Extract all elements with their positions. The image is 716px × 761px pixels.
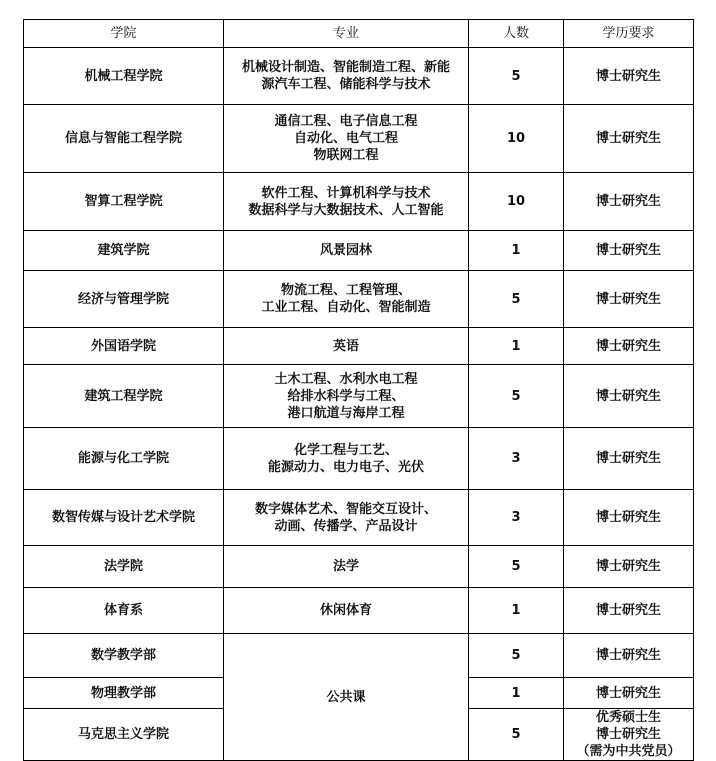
major-cell-line: 英语 bbox=[332, 338, 359, 354]
major-cell-line: 法学 bbox=[332, 559, 359, 574]
major-cell-line: 风景园林 bbox=[319, 243, 372, 258]
count-cell: 3 bbox=[469, 490, 564, 546]
major-cell-line: 物联网工程 bbox=[313, 148, 379, 163]
college-cell: 智算工程学院 bbox=[24, 173, 224, 231]
count-cell: 5 bbox=[469, 634, 564, 678]
degree-cell-line: 博士研究生 bbox=[595, 685, 661, 701]
degree-cell-line: 博士研究生 bbox=[595, 559, 661, 574]
major-cell-line: 给排水科学与工程、 bbox=[287, 388, 405, 404]
count-cell: 10 bbox=[469, 105, 564, 173]
shared-major-cell: 公共课 bbox=[224, 634, 469, 761]
degree-cell-line: 博士研究生 bbox=[595, 388, 661, 404]
major-cell-line: 机械设计制造、智能制造工程、新能 bbox=[241, 60, 450, 75]
degree-cell bbox=[564, 105, 694, 173]
count-cell: 5 bbox=[469, 48, 564, 105]
count-cell: 1 bbox=[469, 231, 564, 271]
major-cell-line: 能源动力、电力电子、光伏 bbox=[267, 459, 424, 475]
count-cell: 1 bbox=[469, 588, 564, 634]
college-cell: 信息与智能工程学院 bbox=[24, 105, 224, 173]
table-row bbox=[24, 328, 694, 365]
degree-cell-line: 博士研究生 bbox=[595, 194, 661, 209]
major-cell bbox=[224, 105, 469, 173]
college-cell: 经济与管理学院 bbox=[24, 271, 224, 328]
college-cell: 马克思主义学院 bbox=[24, 709, 224, 761]
major-cell-line: 休闲体育 bbox=[319, 603, 372, 618]
degree-cell bbox=[564, 634, 694, 678]
degree-cell bbox=[564, 231, 694, 271]
major-cell-line: 通信工程、电子信息工程 bbox=[274, 114, 418, 129]
table-row bbox=[24, 428, 694, 490]
table-row bbox=[24, 490, 694, 546]
degree-cell bbox=[564, 365, 694, 428]
degree-cell-line: 博士研究生 bbox=[595, 338, 661, 354]
college-cell: 建筑工程学院 bbox=[24, 365, 224, 428]
degree-cell-line: 博士研究生 bbox=[595, 727, 661, 742]
major-cell bbox=[224, 231, 469, 271]
degree-cell bbox=[564, 173, 694, 231]
table-row bbox=[24, 271, 694, 328]
major-cell-line: 自动化、电气工程 bbox=[293, 131, 398, 146]
major-cell bbox=[224, 328, 469, 365]
major-cell-line: 物流工程、工程管理、 bbox=[280, 283, 411, 298]
degree-cell bbox=[564, 428, 694, 490]
major-cell-line: 工业工程、自动化、智能制造 bbox=[261, 300, 431, 315]
count-cell: 1 bbox=[469, 328, 564, 365]
table-row bbox=[24, 588, 694, 634]
table-row bbox=[24, 365, 694, 428]
major-cell bbox=[224, 490, 469, 546]
table-row bbox=[24, 48, 694, 105]
count-cell: 5 bbox=[469, 271, 564, 328]
college-cell: 机械工程学院 bbox=[24, 48, 224, 105]
degree-cell-line: 博士研究生 bbox=[595, 243, 661, 258]
degree-cell bbox=[564, 709, 694, 761]
college-cell: 数智传媒与设计艺术学院 bbox=[24, 490, 224, 546]
degree-cell-line: 博士研究生 bbox=[595, 510, 661, 525]
degree-cell-line: 博士研究生 bbox=[595, 603, 661, 618]
degree-cell-line: 博士研究生 bbox=[595, 68, 661, 84]
degree-cell bbox=[564, 271, 694, 328]
major-cell bbox=[224, 48, 469, 105]
degree-cell-line: 博士研究生 bbox=[595, 291, 661, 307]
header-college: 学院 bbox=[24, 20, 224, 48]
count-cell: 1 bbox=[469, 678, 564, 709]
college-cell: 能源与化工学院 bbox=[24, 428, 224, 490]
degree-cell bbox=[564, 490, 694, 546]
table-header-row bbox=[24, 20, 694, 48]
degree-cell-line: 博士研究生 bbox=[595, 451, 661, 466]
major-cell-line: 化学工程与工艺、 bbox=[293, 442, 398, 458]
college-cell: 法学院 bbox=[24, 546, 224, 588]
header-major: 专业 bbox=[224, 20, 469, 48]
degree-cell bbox=[564, 546, 694, 588]
major-cell bbox=[224, 588, 469, 634]
major-cell bbox=[224, 365, 469, 428]
count-cell: 5 bbox=[469, 546, 564, 588]
major-cell-line: 动画、传播学、产品设计 bbox=[274, 518, 418, 534]
major-cell-line: 港口航道与海岸工程 bbox=[287, 405, 405, 421]
college-cell: 物理教学部 bbox=[24, 678, 224, 709]
major-cell-line: 软件工程、计算机科学与技术 bbox=[261, 185, 431, 201]
table-row bbox=[24, 105, 694, 173]
header-degree: 学历要求 bbox=[564, 20, 694, 48]
degree-cell-line: （需为中共党员） bbox=[576, 744, 681, 759]
college-cell: 外国语学院 bbox=[24, 328, 224, 365]
college-cell: 体育系 bbox=[24, 588, 224, 634]
recruitment-table bbox=[23, 19, 694, 761]
college-cell: 建筑学院 bbox=[24, 231, 224, 271]
major-cell-line: 数字媒体艺术、智能交互设计、 bbox=[254, 501, 437, 517]
header-count: 人数 bbox=[469, 20, 564, 48]
table-row bbox=[24, 546, 694, 588]
major-cell-line: 数据科学与大数据技术、人工智能 bbox=[248, 202, 444, 218]
table-body bbox=[24, 48, 694, 761]
major-cell bbox=[224, 428, 469, 490]
table-row bbox=[24, 231, 694, 271]
degree-cell bbox=[564, 328, 694, 365]
degree-cell bbox=[564, 678, 694, 709]
major-cell-line: 土木工程、水利水电工程 bbox=[274, 371, 418, 387]
major-cell-line: 源汽车工程、储能科学与技术 bbox=[261, 77, 431, 92]
count-cell: 5 bbox=[469, 365, 564, 428]
count-cell: 3 bbox=[469, 428, 564, 490]
count-cell: 10 bbox=[469, 173, 564, 231]
degree-cell bbox=[564, 48, 694, 105]
major-cell bbox=[224, 546, 469, 588]
count-cell: 5 bbox=[469, 709, 564, 761]
table-row bbox=[24, 634, 694, 678]
college-cell: 数学教学部 bbox=[24, 634, 224, 678]
major-cell bbox=[224, 271, 469, 328]
major-cell bbox=[224, 173, 469, 231]
degree-cell-line: 优秀硕士生 bbox=[595, 710, 661, 725]
degree-cell-line: 博士研究生 bbox=[595, 648, 661, 663]
table-row bbox=[24, 173, 694, 231]
degree-cell bbox=[564, 588, 694, 634]
degree-cell-line: 博士研究生 bbox=[595, 131, 661, 146]
